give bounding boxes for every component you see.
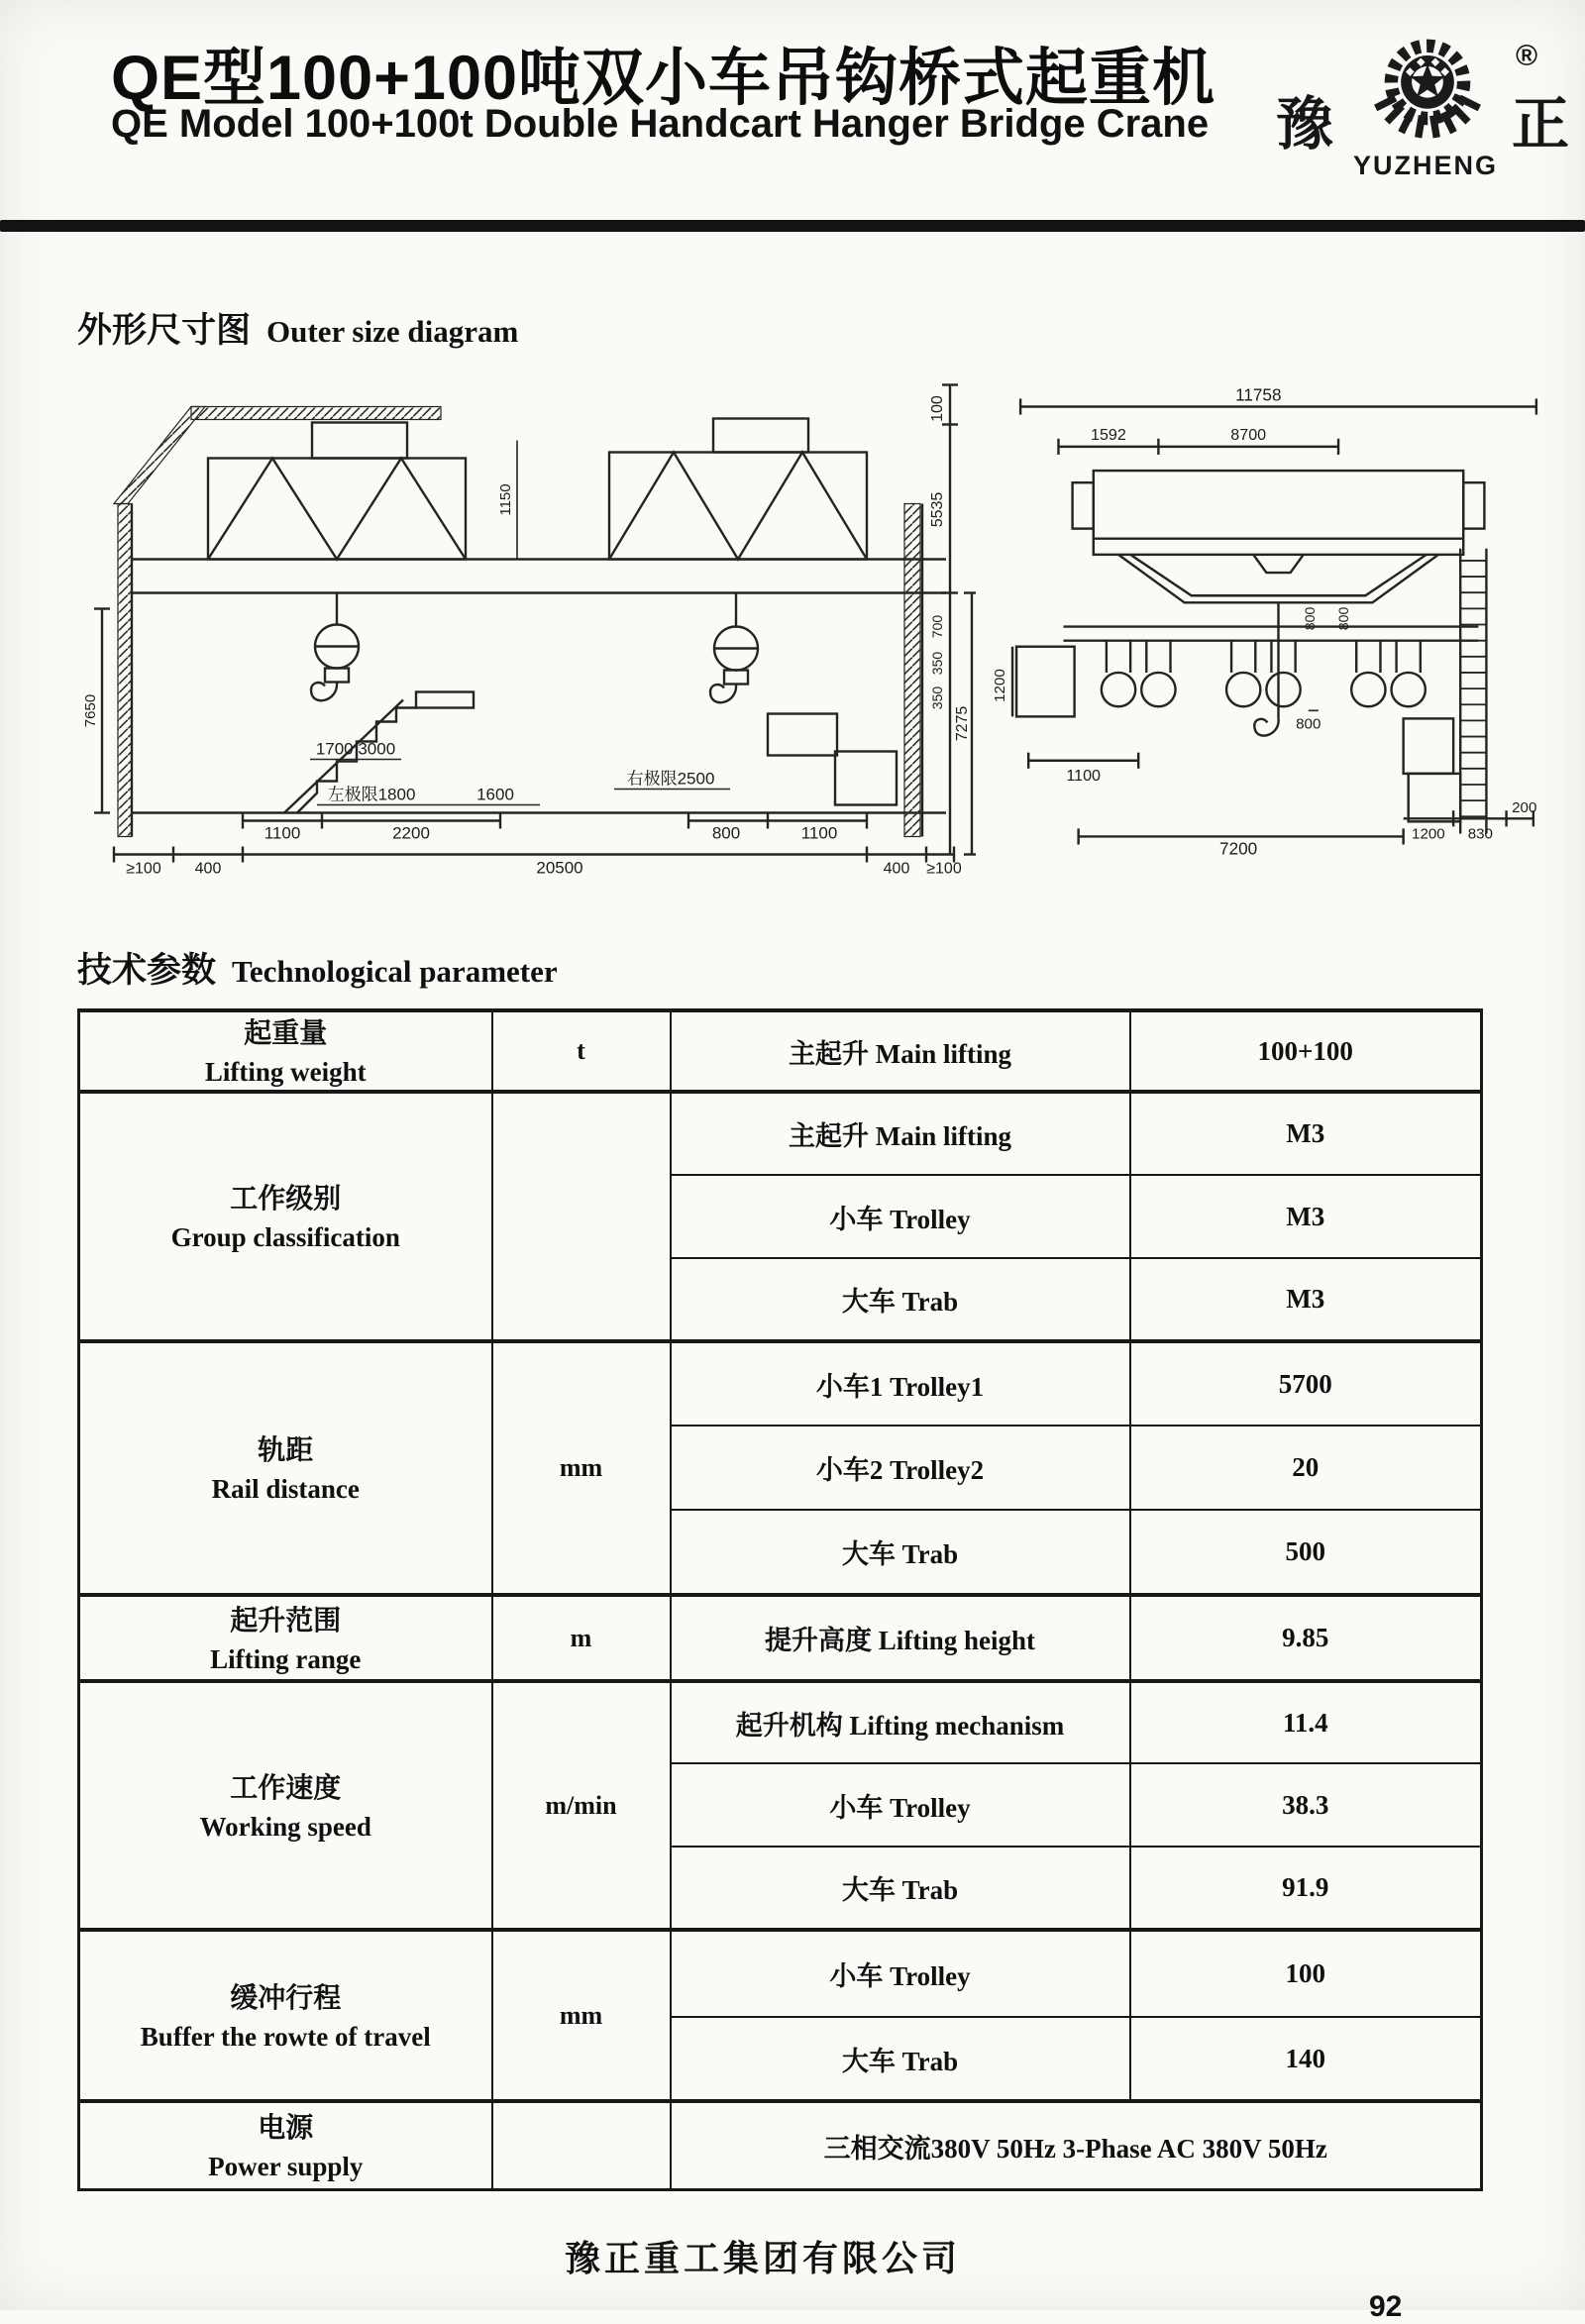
value-cell: 100+100 bbox=[1130, 1010, 1482, 1092]
item-cell: 起升机构 Lifting mechanism bbox=[671, 1681, 1130, 1763]
unit-cell: mm bbox=[492, 1341, 671, 1595]
param-en: Lifting range bbox=[210, 1643, 362, 1674]
dim-label: 1200 bbox=[1412, 825, 1445, 843]
param-cn: 电源 bbox=[258, 2111, 314, 2143]
value-cell: 140 bbox=[1130, 2017, 1482, 2101]
param-cell bbox=[79, 1092, 492, 1341]
item-cell: 主起升 Main lifting bbox=[671, 1010, 1130, 1092]
logo-name: YUZHENG bbox=[1352, 151, 1498, 180]
dim-label: ≥100 bbox=[126, 860, 161, 878]
param-cell bbox=[79, 1595, 492, 1681]
param-en: Working speed bbox=[199, 1811, 371, 1842]
page-title-en: QE Model 100+100t Double Handcart Hanger Bridge Crane bbox=[111, 102, 1210, 146]
dim-label: 1592 bbox=[1090, 425, 1126, 444]
item-cell: 主起升 Main lifting bbox=[671, 1092, 1130, 1175]
dim-label: 7275 bbox=[954, 705, 971, 742]
side-view-drawing bbox=[991, 384, 1548, 859]
item-cell: 提升高度 Lifting height bbox=[671, 1595, 1130, 1681]
value-cell: M3 bbox=[1130, 1175, 1482, 1258]
param-cell bbox=[79, 1930, 492, 2101]
dim-label: 100 bbox=[929, 395, 946, 422]
section-outer-size bbox=[77, 303, 518, 353]
param-cell bbox=[79, 1341, 492, 1595]
value-cell: 100 bbox=[1130, 1930, 1482, 2017]
table-row bbox=[79, 1930, 1482, 2017]
unit-cell bbox=[492, 1092, 671, 1341]
unit-cell: t bbox=[492, 1010, 671, 1092]
spec-table bbox=[77, 1008, 1483, 2191]
table-row bbox=[79, 1092, 1482, 1175]
param-cell bbox=[79, 1681, 492, 1930]
table-row bbox=[79, 1681, 1482, 1763]
value-cell: 9.85 bbox=[1130, 1595, 1482, 1681]
dim-label: 800 bbox=[711, 823, 741, 843]
registered-trademark-icon: ® bbox=[1516, 40, 1538, 72]
page-title-cn: QE型100+100吨双小车吊钩桥式起重机 bbox=[111, 44, 1216, 113]
front-view-drawing bbox=[74, 378, 976, 879]
value-cell: 20 bbox=[1130, 1426, 1482, 1510]
param-en: Power supply bbox=[208, 2151, 364, 2181]
param-cell bbox=[79, 1010, 492, 1092]
dim-label: 350 bbox=[929, 651, 945, 676]
dim-label: 800 bbox=[1296, 715, 1321, 733]
dim-label: 5535 bbox=[929, 491, 946, 528]
dim-label: 350 bbox=[929, 686, 945, 710]
table-row bbox=[79, 1595, 1482, 1681]
param-cn: 起重量 bbox=[244, 1017, 328, 1048]
dim-label: 7650 bbox=[82, 693, 99, 728]
item-cell: 小车2 Trolley2 bbox=[671, 1426, 1130, 1510]
dim-label: 1700 3000 bbox=[315, 739, 396, 759]
dim-label: 8700 bbox=[1230, 425, 1267, 444]
unit-cell: m bbox=[492, 1595, 671, 1681]
param-cn: 工作级别 bbox=[230, 1183, 342, 1215]
item-cell: 大车 Trab bbox=[671, 1510, 1130, 1595]
dim-label: 1150 bbox=[497, 483, 514, 516]
company-logo bbox=[1276, 26, 1573, 184]
dim-label: 1200 bbox=[991, 669, 1008, 702]
section-tech-param-cn: 技术参数 bbox=[77, 951, 217, 990]
dim-label: 1100 bbox=[1066, 766, 1102, 785]
dim-label: 400 bbox=[883, 860, 910, 878]
dim-label: 200 bbox=[1512, 799, 1537, 817]
param-cn: 工作速度 bbox=[230, 1771, 342, 1803]
value-cell: 5700 bbox=[1130, 1341, 1482, 1426]
unit-cell: mm bbox=[492, 1930, 671, 2101]
value-cell: M3 bbox=[1130, 1258, 1482, 1341]
gear-star-icon bbox=[1343, 28, 1512, 149]
dim-label: ≥100 bbox=[926, 860, 962, 878]
dim-label: 11758 bbox=[1235, 384, 1282, 405]
dim-label: 1600 bbox=[476, 785, 514, 804]
dim-label: 右极限2500 bbox=[626, 769, 715, 789]
value-cell: 91.9 bbox=[1130, 1847, 1482, 1930]
table-row bbox=[79, 1010, 1482, 1092]
dim-label: 1100 bbox=[264, 823, 301, 843]
logo-char-right: 正 bbox=[1512, 92, 1570, 157]
param-cell bbox=[79, 2101, 492, 2189]
param-en: Rail distance bbox=[211, 1474, 360, 1505]
item-cell: 小车 Trolley bbox=[671, 1930, 1130, 2017]
table-row bbox=[79, 2101, 1482, 2189]
dim-label: 1100 bbox=[800, 823, 838, 843]
dim-label: 830 bbox=[1467, 825, 1493, 843]
dim-label: 2200 bbox=[392, 823, 430, 843]
unit-cell: m/min bbox=[492, 1681, 671, 1930]
item-cell: 小车1 Trolley1 bbox=[671, 1341, 1130, 1426]
company-name-footer: 豫正重工集团有限公司 bbox=[564, 2238, 961, 2278]
section-outer-size-en: Outer size diagram bbox=[266, 314, 519, 349]
logo-char-left: 豫 bbox=[1276, 92, 1334, 157]
param-cn: 缓冲行程 bbox=[230, 1981, 342, 2013]
power-supply-value: 三相交流380V 50Hz 3-Phase AC 380V 50Hz bbox=[671, 2101, 1482, 2189]
header-divider bbox=[0, 220, 1585, 232]
value-cell: M3 bbox=[1130, 1092, 1482, 1175]
table-row bbox=[79, 1341, 1482, 1426]
section-tech-param-en: Technological parameter bbox=[232, 954, 558, 989]
value-cell: 38.3 bbox=[1130, 1763, 1482, 1847]
dim-label: 左极限1800 bbox=[327, 785, 416, 804]
dim-label: 7200 bbox=[1219, 838, 1258, 859]
item-cell: 小车 Trolley bbox=[671, 1175, 1130, 1258]
page-number: 92 bbox=[1369, 2290, 1403, 2323]
param-cn: 轨距 bbox=[258, 1434, 314, 1466]
value-cell: 500 bbox=[1130, 1510, 1482, 1595]
param-en: Lifting weight bbox=[204, 1057, 367, 1087]
dim-label: 800 bbox=[1335, 606, 1352, 631]
section-tech-param bbox=[77, 943, 558, 993]
dim-label: 20500 bbox=[536, 858, 583, 878]
item-cell: 大车 Trab bbox=[671, 1258, 1130, 1341]
item-cell: 大车 Trab bbox=[671, 2017, 1130, 2101]
param-en: Group classification bbox=[170, 1222, 400, 1253]
dim-label: 800 bbox=[1301, 606, 1318, 631]
value-cell: 11.4 bbox=[1130, 1681, 1482, 1763]
dim-label: 700 bbox=[929, 614, 945, 639]
section-outer-size-cn: 外形尺寸图 bbox=[77, 311, 252, 350]
item-cell: 小车 Trolley bbox=[671, 1763, 1130, 1847]
param-cn: 起升范围 bbox=[230, 1604, 342, 1636]
item-cell: 大车 Trab bbox=[671, 1847, 1130, 1930]
unit-cell bbox=[492, 2101, 671, 2189]
param-en: Buffer the rowte of travel bbox=[140, 2021, 431, 2052]
dim-label: 400 bbox=[194, 860, 222, 878]
